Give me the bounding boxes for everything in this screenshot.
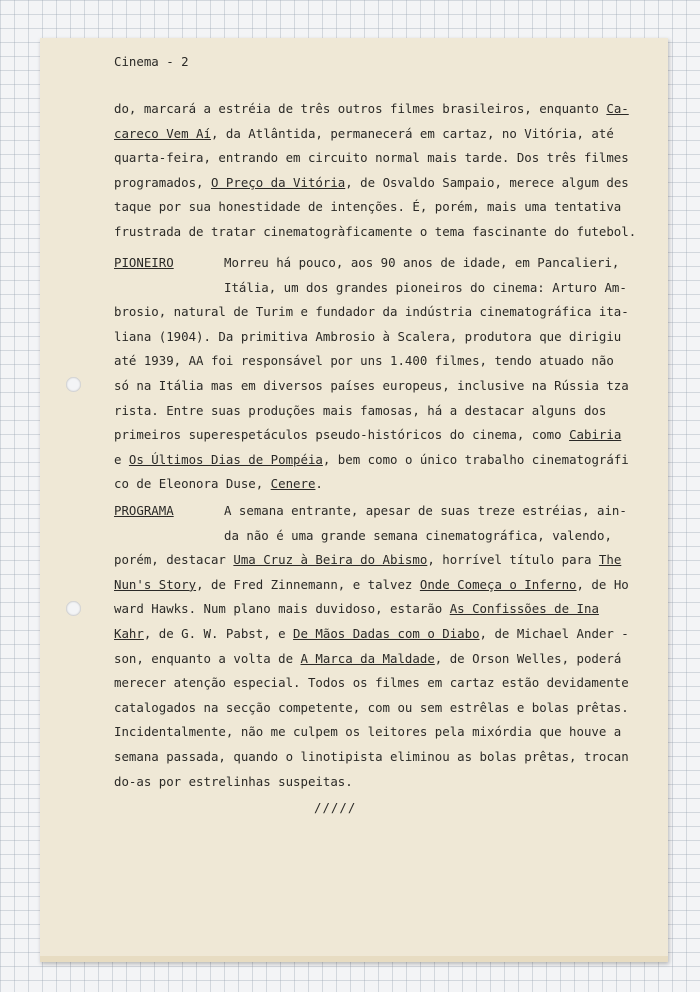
film-title: As Confissões de Ina [449,601,599,617]
text-run: porém, destacar [114,552,234,568]
page-header: Cinema - 2 [114,54,189,69]
film-title: Kahr [114,626,144,641]
text-run: Incidentalmente, não me culpem os leitores pela mixórdia que houve a [114,724,622,740]
film-title: De Mãos Dadas com o Diabo [293,626,480,641]
text-run: Morreu há pouco, aos 90 anos de idade, em Pancalieri, [224,255,620,270]
text-run: merecer atenção especial. Todos os filmes em cartaz estão devidamente [114,675,629,691]
section-label-programa: PROGRAMA [114,503,174,518]
text-line [114,601,599,616]
text-run: , horrível título para [427,552,599,568]
text-line [224,280,627,295]
text-run: , de Osvaldo Sampaio, merece algum des [345,174,629,190]
text-run: , de Fred Zinnemann, e talvez [196,576,420,592]
text-line [114,577,629,592]
text-run: até 1939, AA foi responsável por uns 1.400 filmes, tendo atuado não [114,353,614,369]
film-title: The [598,552,622,568]
text-line [114,199,621,214]
text-line [114,175,629,190]
text-run: frustrada de tratar cinematogràficamente o tema fascinante do futebol. [114,224,637,239]
text-line [114,774,353,789]
film-title: Os Últimos Dias de Pompéia [128,451,323,467]
film-title: A Marca da Maldade [300,650,435,666]
end-separator: ///// [314,800,357,815]
text-line [114,403,606,418]
text-run: do, marcará a estréia de três outros filmes brasileiros, enquanto [114,101,607,116]
film-title: Cabiria [569,427,622,443]
text-line [114,552,621,567]
text-line [114,304,629,319]
text-line [224,503,627,518]
text-run: semana passada, quando o linotipista eliminou as bolas prêtas, trocan [114,749,629,764]
text-run: liana (1904). Da primitiva Ambrosio à Scalera, produtora que dirigiu [114,328,622,344]
film-title: careco Vem Aí [114,125,211,141]
text-run: , de Orson Welles, poderá [434,650,622,666]
text-run: programados, [114,174,211,190]
text-line [114,476,323,491]
text-line [114,675,629,690]
text-line [114,427,621,442]
text-run: só na Itália mas em diversos países europeus, inclusive na Rússia tza [114,378,629,393]
text-line [114,724,621,739]
film-title: Nun's Story [114,576,197,592]
text-run: son, enquanto a volta de [114,650,301,666]
text-run: ward Hawks. Num plano mais duvidoso, estarão [114,601,450,617]
text-run: Itália, um dos grandes pioneiros do cinema: Arturo Am- [224,279,627,295]
text-line [114,378,629,393]
text-run: quarta-feira, entrando em circuito normal mais tarde. Dos três filmes [114,150,629,166]
film-title: Cenere [270,476,316,492]
text-run: taque por sua honestidade de intenções. É, porém, mais uma tentativa [114,199,622,215]
text-line [114,353,614,368]
text-run: da não é uma grande semana cinematográfica, valendo, [224,527,612,543]
film-title: Ca- [606,101,629,116]
text-run: catalogados na secção competente, com ou sem estrêlas e bolas prêtas. [114,699,629,715]
text-line [114,126,614,141]
text-run: e [114,451,129,467]
text-line [114,224,636,239]
typewritten-page [40,38,668,962]
punch-hole [66,377,81,392]
text-line [114,452,629,467]
text-line [114,626,629,641]
film-title: Uma Cruz à Beira do Abismo [233,552,428,568]
text-line [114,651,621,666]
text-line [224,255,619,270]
text-line [114,101,629,116]
text-run: do-as por estrelinhas suspeitas. [114,773,353,789]
text-run: rista. Entre suas produções mais famosas, há a destacar alguns dos [114,402,607,418]
text-run: brosio, natural de Turim e fundador da indústria cinematográfica ita- [114,304,629,320]
text-run: primeiros superespetáculos pseudo-históricos do cinema, como [114,427,570,443]
text-run: , da Atlântida, permanecerá em cartaz, no Vitória, até [210,125,614,141]
punch-hole [66,601,81,616]
section-label-pioneiro: PIONEIRO [114,255,174,270]
text-line [224,528,612,543]
film-title: O Preço da Vitória [210,174,346,190]
text-run: , de Michael Ander - [479,626,629,641]
text-run: co de Eleonora Duse, [114,476,271,492]
text-run: , de Ho [576,576,629,592]
text-run: . [315,476,323,492]
film-title: Onde Começa o Inferno [419,576,577,592]
text-line [114,150,629,165]
text-line [114,329,621,344]
text-line [114,749,629,764]
text-line [114,700,629,715]
text-run: , de G. W. Pabst, e [143,626,294,641]
text-run: A semana entrante, apesar de suas treze estréias, ain- [224,503,627,518]
text-run: , bem como o único trabalho cinematográfi [322,451,629,467]
